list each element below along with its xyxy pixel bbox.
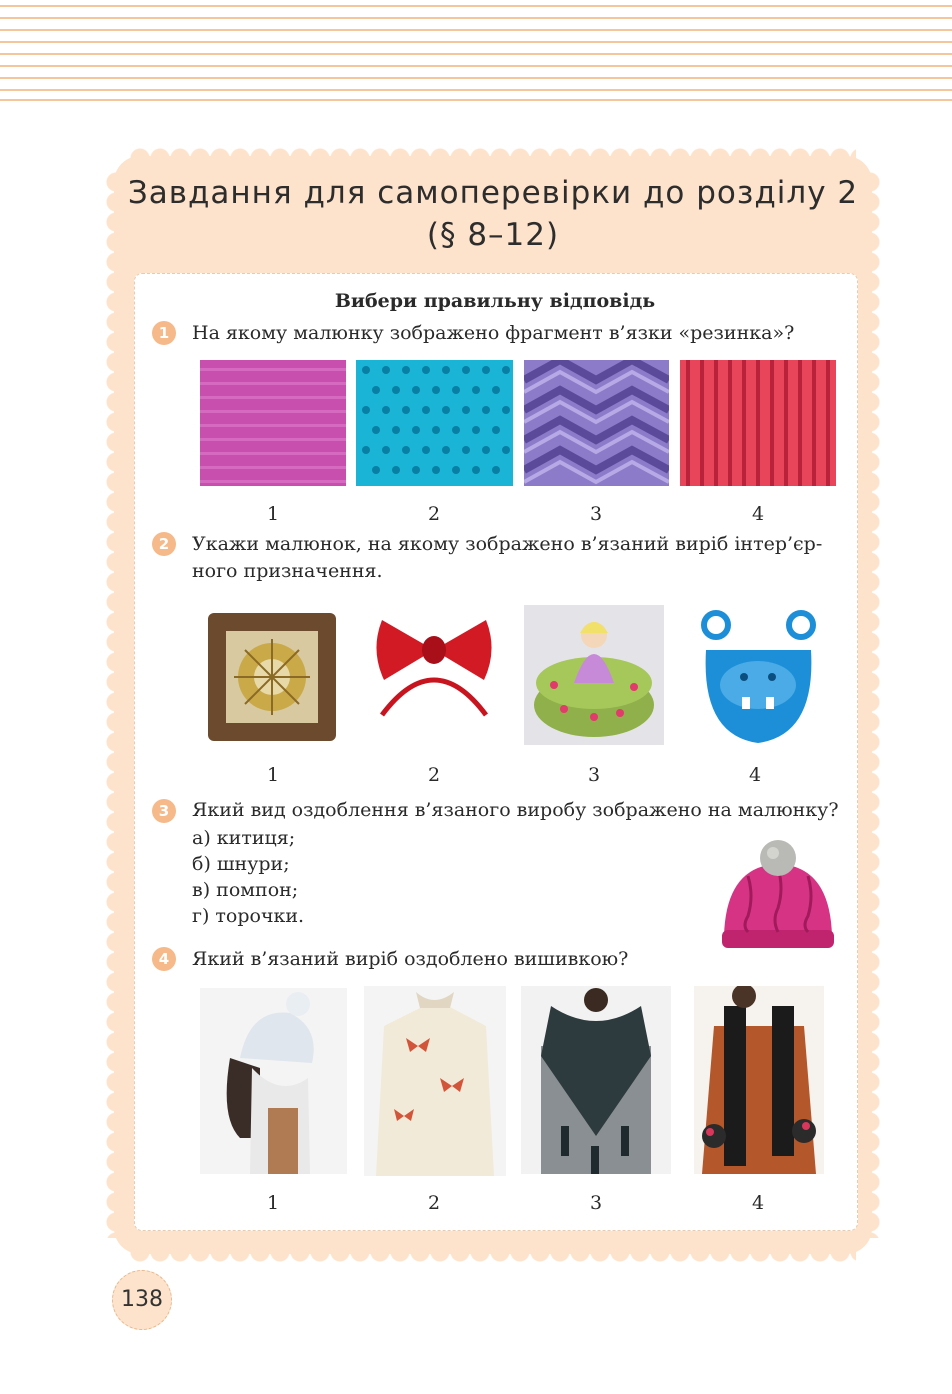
option-label: 2 <box>427 1192 441 1214</box>
question-number-badge: 4 <box>152 947 176 971</box>
knit-swatch-seed-image <box>356 360 513 486</box>
title-line-1: Завдання для самоперевірки до розділу 2 <box>127 175 859 211</box>
answer-option-d: г) торочки. <box>192 905 305 927</box>
question-2-line-2: ного призначення. <box>192 560 383 582</box>
answer-option-a: а) китиця; <box>192 827 296 849</box>
question-number-badge: 3 <box>152 799 176 823</box>
instruction: Вибери правильну відповідь <box>334 290 656 312</box>
question-number-badge: 2 <box>152 532 176 556</box>
option-label: 4 <box>751 1192 765 1214</box>
girl-in-white-hat-image <box>200 988 347 1174</box>
question-2-text <box>192 531 842 585</box>
knitted-pincushion-image <box>524 605 664 745</box>
black-scarf-dress-image <box>694 986 824 1174</box>
question-number-badge: 1 <box>152 321 176 345</box>
question-2-line-1: Укажи малюнок, на якому зображено в’язаний виріб інтер’єр- <box>192 533 823 555</box>
answer-option-c: в) помпон; <box>192 879 299 901</box>
option-label: 3 <box>587 764 601 786</box>
option-label: 4 <box>751 503 765 525</box>
option-label: 2 <box>427 503 441 525</box>
embroidered-sweater-image <box>364 986 506 1176</box>
knitted-bow-headband-image <box>362 605 507 745</box>
question-1-text: На якому малюнку зображено фрагмент в’язки «резинка»? <box>192 322 795 344</box>
option-label: 2 <box>427 764 441 786</box>
knitted-coaster-image <box>200 605 345 745</box>
knit-swatch-chevron-image <box>524 360 669 486</box>
knitted-hippo-backpack-image <box>686 605 831 745</box>
knit-swatch-rib-image <box>680 360 836 486</box>
page-number: 138 <box>112 1270 172 1330</box>
question-3-text: Який вид оздоблення в’язаного виробу зображено на малюнку? <box>192 799 839 821</box>
section-title <box>114 172 872 256</box>
option-label: 3 <box>589 503 603 525</box>
knit-swatch-garter-image <box>200 360 346 486</box>
pompom-hat-image <box>718 836 838 954</box>
title-line-2: (§ 8–12) <box>426 217 560 253</box>
answer-option-b: б) шнури; <box>192 853 290 875</box>
option-label: 1 <box>266 764 280 786</box>
option-label: 3 <box>589 1192 603 1214</box>
option-label: 1 <box>266 503 280 525</box>
decorative-lines <box>0 0 952 100</box>
scarf-with-tassels-image <box>521 986 671 1174</box>
option-label: 1 <box>266 1192 280 1214</box>
option-label: 4 <box>748 764 762 786</box>
question-4-text: Який в’язаний виріб оздоблено вишивкою? <box>192 948 629 970</box>
